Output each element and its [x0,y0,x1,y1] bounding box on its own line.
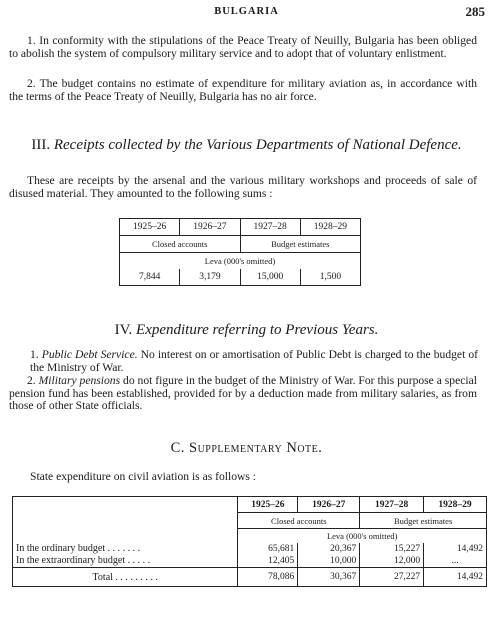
unit-row: Leva (000's omitted) [238,529,487,544]
receipts-table [119,218,361,286]
paragraph-aviation [9,78,477,103]
paragraph-conscription [9,35,477,60]
civil-aviation-table [12,496,487,587]
table-cell: 12,405 [238,555,298,568]
paragraph-number: 1. [30,348,39,361]
paragraph-number: 1. [27,34,36,47]
group-header: Closed accounts [238,513,360,529]
section-heading-supplementary [0,440,493,457]
paragraph-pensions [9,375,477,413]
table-cell: 15,000 [240,269,300,286]
table-cell: 1,500 [300,269,360,286]
table-cell: 3,179 [180,269,240,286]
paragraph-text: do not figure in the budget of the Ministry of War. For this purpose a special pension fund has been established, provided for by a deduction made from military salaries, as from those of other State officials. [9,374,477,412]
table-cell: 7,844 [120,269,180,286]
section-heading-receipts [0,137,493,154]
table-cell: 10,000 [298,555,360,568]
row-label-total: Total . . . . . . . . . [13,568,238,587]
year-header: 1926–27 [180,219,240,236]
section-numeral: IV. [114,322,133,338]
paragraph-number: 2. [27,77,36,90]
table-cell: 14,492 [424,568,487,587]
table-cell: 12,000 [360,555,424,568]
section-title: Receipts collected by the Various Departments of National Defence. [53,137,462,153]
table-cell: ... [424,555,487,568]
table-cell: 15,227 [360,543,424,555]
paragraph-text: State expenditure on civil aviation is as follows : [30,470,257,483]
paragraph-receipts [9,175,477,200]
table-cell: 30,367 [298,568,360,587]
year-header: 1928–29 [300,219,360,236]
paragraph-text: These are receipts by the arsenal and the various military workshops and proceeds of sale of disused material. They amounted to the following sums : [9,174,477,200]
year-header: 1928–29 [424,497,487,513]
table-cell: 14,492 [424,543,487,555]
paragraph-text: In conformity with the stipulations of the Peace Treaty of Neuilly, Bulgaria has been obliged to abolish the system of compulsory military service and to adopt that of voluntary enlistment. [9,34,478,60]
page-header [0,4,493,20]
section-heading-expenditure [0,322,493,339]
year-header: 1927–28 [360,497,424,513]
year-header: 1925–26 [120,219,180,236]
table-cell: 27,227 [360,568,424,587]
table-cell: 20,367 [298,543,360,555]
paragraph-civil-aviation [30,471,478,484]
group-header: Budget estimates [240,236,361,253]
year-header: 1925–26 [238,497,298,513]
table-cell: 65,681 [238,543,298,555]
group-header: Closed accounts [120,236,241,253]
stub-header [13,497,238,544]
table-cell: 78,086 [238,568,298,587]
section-numeral: III. [31,137,51,153]
page-number: 285 [465,4,485,19]
unit-row: Leva (000's omitted) [120,253,361,270]
paragraph-label: Military pensions [38,374,121,387]
year-header: 1927–28 [240,219,300,236]
paragraph-number: 2. [27,374,36,387]
section-title: Expenditure referring to Previous Years. [136,322,379,338]
section-letter: C. [170,440,185,456]
year-header: 1926–27 [298,497,360,513]
paragraph-label: Public Debt Service. [41,348,138,361]
row-label-extraordinary: In the extraordinary budget . . . . . [13,555,238,568]
row-label-ordinary: In the ordinary budget . . . . . . . [13,543,238,555]
paragraph-text: The budget contains no estimate of expenditure for military aviation as, in accordance with the terms of the Peace Treaty of Neuilly, Bulgaria has no air force. [9,77,477,103]
running-title: BULGARIA [214,6,279,17]
section-title: Supplementary Note. [189,440,323,456]
paragraph-public-debt [30,349,478,374]
paragraph-text: No interest on or amortisation of Public Debt is charged to the budget of the Ministry of War. [30,348,478,374]
group-header: Budget estimates [360,513,487,529]
